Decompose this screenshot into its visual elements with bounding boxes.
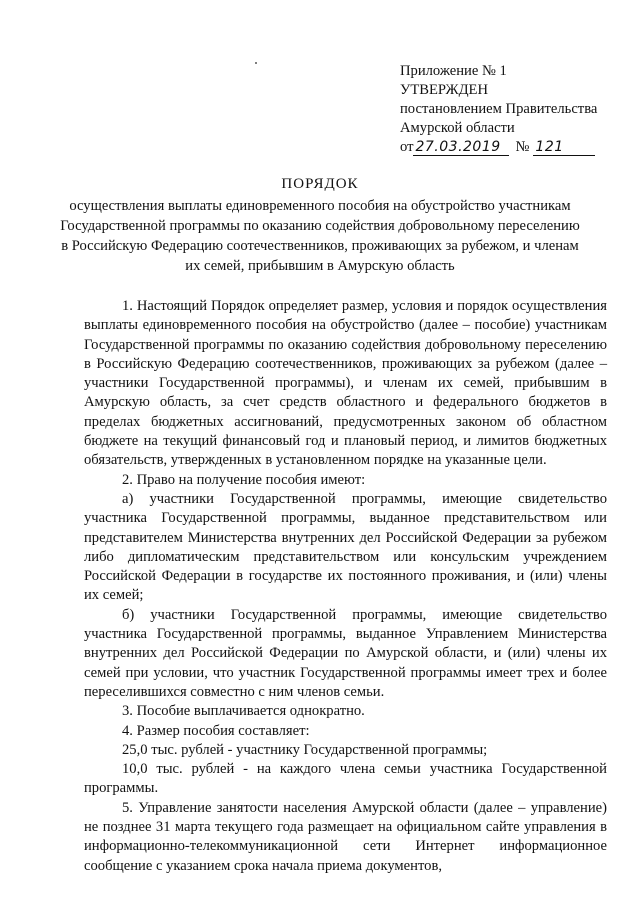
paragraph-4-amount-participant: 25,0 тыс. рублей - участнику Государственной программы; <box>122 741 488 758</box>
resolution-label: постановлением Правительства <box>400 101 598 117</box>
document-subtitle: осуществления выплаты единовременного пособия на обустройство участникам Государственной программы по оказанию содействия добровольному переселению в Российскую Федерацию соотечественников, проживающих за рубежом, и членам их семей, прибывшим в Амурскую область <box>60 198 580 274</box>
paragraph-3: 3. Пособие выплачивается однократно. <box>122 703 365 720</box>
document-title: ПОРЯДОК <box>281 176 359 192</box>
document-body <box>84 297 607 876</box>
approval-stamp-block <box>400 62 625 157</box>
number-prefix: № <box>515 139 530 155</box>
paragraph-2: 2. Право на получение пособия имеют: <box>122 471 366 488</box>
appendix-label: Приложение № 1 <box>400 63 507 79</box>
date-number-line <box>400 138 625 157</box>
paragraph-5: 5. Управление занятости населения Амурской области (далее – управление) не позднее 31 марта текущего года размещает на официальном сайте управления в информационно-телекоммуникационной сети Интернет информационное сообщение с указанием срока начала приема документов, <box>84 799 607 874</box>
paragraph-1: 1. Настоящий Порядок определяет размер, условия и порядок осуществления выплаты единовременного пособия на обустройство (далее – пособие) участникам Государственной программы по оказанию содействия добровольному переселению в Российскую Федерацию соотечественников, проживающих за рубежом (далее – участники Государственной программы), и членам их семей, прибывшим в Амурскую область, за счет средств областного и федерального бюджетов в пределах бюджетных ассигнований, предусмотренных законом об областном бюджете на текущий финансовый год и плановый период, и лимитов бюджетных обязательств, утвержденных в установленном порядке на указанные цели. <box>84 298 607 469</box>
date-prefix: от <box>400 139 414 155</box>
handwritten-date: 27.03.2019 <box>413 139 509 156</box>
region-label: Амурской области <box>400 120 515 136</box>
paragraph-4-amount-family: 10,0 тыс. рублей - на каждого члена семьи участника Государственной программы. <box>84 761 607 797</box>
approved-label: УТВЕРЖДЕН <box>400 82 488 98</box>
scan-speck <box>255 62 257 64</box>
paragraph-2a: а) участники Государственной программы, имеющие свидетельство участника Государственной программы, выданное представительством или представителем Министерства внутренних дел Российской Федерации за рубежом либо дипломатическим представительством или консульским учреждением Российской Федерации в государстве их постоянного проживания, и (или) члены их семей; <box>84 490 607 604</box>
document-heading <box>60 174 580 276</box>
paragraph-2b: б) участники Государственной программы, имеющие свидетельство участника Государственной программы, выданное Управлением Министерства внутренних дел Российской Федерации по Амурской области, и (или) члены их семей при условии, что участник Государственной программы имеет трех и более переселившихся совместно с ним членов семьи. <box>84 606 607 700</box>
paragraph-4: 4. Размер пособия составляет: <box>122 722 310 739</box>
handwritten-number: 121 <box>533 139 595 156</box>
